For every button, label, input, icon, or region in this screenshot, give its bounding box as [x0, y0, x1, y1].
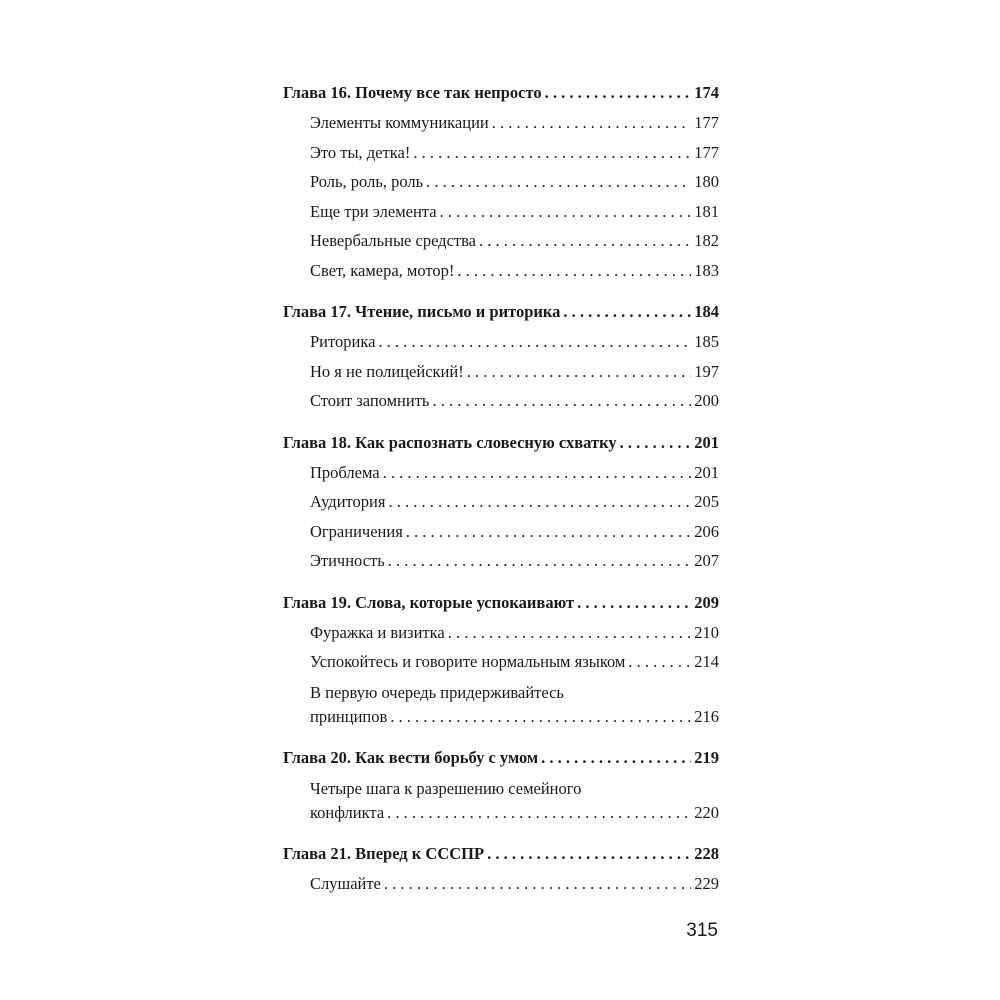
- entry-title: Ограничения: [310, 521, 403, 541]
- entry-page: 220: [694, 802, 719, 822]
- entry-title: принципов: [310, 706, 388, 726]
- toc-entry-row[interactable]: [283, 618, 719, 648]
- entry-page: 180: [694, 172, 719, 191]
- toc-chapter: [283, 78, 719, 285]
- chapter-page: 201: [694, 432, 719, 452]
- entry-title: Элементы коммуникации: [310, 113, 489, 132]
- toc-entry-row[interactable]: [283, 546, 719, 576]
- entry-page: 182: [694, 231, 719, 250]
- toc-entry-row[interactable]: [283, 487, 719, 517]
- chapter-title: Глава 18. Как распознать словесную схватку: [283, 432, 617, 452]
- toc-entry-row[interactable]: [283, 256, 719, 286]
- dot-leader: [620, 428, 692, 458]
- toc-entry-row[interactable]: [283, 704, 719, 731]
- entry-title: Аудитория: [310, 492, 386, 511]
- chapter-title: Глава 16. Почему все так непросто: [283, 83, 542, 102]
- entry-page: 177: [694, 142, 719, 162]
- toc-entry-row[interactable]: [283, 869, 719, 899]
- entry-page: 205: [694, 492, 719, 511]
- entry-title: Слушайте: [310, 873, 381, 893]
- toc-chapter-row[interactable]: [283, 428, 719, 458]
- entry-page: 201: [694, 462, 719, 482]
- entry-page: 207: [694, 551, 719, 570]
- toc-entry-title-line1: Четыре шага к разрешению семейного: [310, 778, 582, 798]
- toc-chapter-row[interactable]: [283, 839, 719, 869]
- entry-title: Но я не полицейский!: [310, 361, 464, 381]
- chapter-page: 184: [694, 302, 719, 321]
- entry-title: Проблема: [310, 462, 380, 482]
- entry-title: Свет, камера, мотор!: [310, 260, 455, 280]
- chapter-title: Глава 17. Чтение, письмо и риторика: [283, 302, 561, 321]
- toc-entry-row[interactable]: [283, 517, 719, 547]
- dot-leader: [387, 800, 691, 825]
- entry-title: Еще три элемента: [310, 201, 437, 221]
- dot-leader: [541, 743, 691, 773]
- chapter-page: 174: [694, 83, 719, 102]
- toc-entry-row[interactable]: [283, 108, 719, 138]
- toc-entry-row[interactable]: [283, 357, 719, 387]
- entry-title: Роль, роль, роль: [310, 172, 424, 191]
- toc-chapter: [283, 839, 719, 899]
- chapter-title: Глава 21. Вперед к СССПР: [283, 843, 485, 863]
- dot-leader: [628, 647, 691, 677]
- entry-title: Невербальные средства: [310, 231, 476, 250]
- entry-page: 210: [694, 622, 719, 642]
- entry-page: 200: [694, 391, 719, 410]
- dot-leader: [563, 297, 691, 327]
- toc-entry-row[interactable]: [283, 197, 719, 227]
- toc-entry-row[interactable]: [283, 226, 719, 256]
- entry-page: 206: [694, 521, 719, 541]
- dot-leader: [426, 167, 691, 197]
- table-of-contents: [283, 78, 719, 910]
- toc-entry-row[interactable]: [283, 327, 719, 357]
- dot-leader: [577, 588, 691, 618]
- dot-leader: [388, 546, 691, 576]
- entry-page: 214: [694, 652, 719, 671]
- toc-chapter: [283, 588, 719, 731]
- toc-entry-row[interactable]: [283, 800, 719, 827]
- entry-title: Успокойтесь и говорите нормальным языком: [310, 652, 626, 671]
- chapter-title: Глава 19. Слова, которые успокаивают: [283, 592, 575, 612]
- toc-entry-row[interactable]: [283, 647, 719, 677]
- toc-entry-title-line1: В первую очередь придерживайтесь: [310, 682, 564, 702]
- dot-leader: [406, 517, 691, 547]
- dot-leader: [545, 78, 692, 108]
- entry-title: Фуражка и визитка: [310, 622, 445, 642]
- chapter-page: 228: [694, 843, 719, 863]
- dot-leader: [383, 458, 692, 488]
- entry-title: Риторика: [310, 332, 376, 351]
- entry-page: 229: [694, 873, 719, 893]
- toc-chapter: [283, 743, 719, 827]
- chapter-page: 219: [694, 747, 719, 767]
- dot-leader: [432, 386, 691, 416]
- toc-entry-row[interactable]: [283, 386, 719, 416]
- chapter-page: 209: [694, 592, 719, 612]
- dot-leader: [413, 138, 691, 168]
- entry-title: конфликта: [310, 802, 385, 822]
- entry-page: 181: [694, 201, 719, 221]
- toc-chapter-row[interactable]: [283, 743, 719, 773]
- entry-title: Это ты, детка!: [310, 142, 411, 162]
- entry-page: 197: [694, 361, 719, 381]
- dot-leader: [440, 197, 692, 227]
- chapter-title: Глава 20. Как вести борьбу с умом: [283, 747, 539, 767]
- toc-chapter-row[interactable]: [283, 297, 719, 327]
- entry-page: 177: [694, 113, 719, 132]
- dot-leader: [492, 108, 692, 138]
- dot-leader: [384, 869, 691, 899]
- toc-entry-row[interactable]: [283, 167, 719, 197]
- dot-leader: [388, 487, 691, 517]
- entry-title: Этичность: [310, 551, 385, 570]
- toc-chapter: [283, 428, 719, 576]
- entry-page: 216: [694, 706, 719, 726]
- dot-leader: [390, 704, 691, 729]
- dot-leader: [448, 618, 692, 648]
- toc-chapter-row[interactable]: [283, 78, 719, 108]
- entry-page: 185: [694, 332, 719, 351]
- toc-chapter-row[interactable]: [283, 588, 719, 618]
- page-number: 315: [686, 920, 718, 941]
- toc-chapter: [283, 297, 719, 416]
- dot-leader: [479, 226, 691, 256]
- dot-leader: [487, 839, 691, 869]
- dot-leader: [378, 327, 691, 357]
- toc-entry-row[interactable]: [283, 458, 719, 488]
- entry-title: Стоит запомнить: [310, 391, 430, 410]
- toc-entry-row[interactable]: [283, 138, 719, 168]
- dot-leader: [457, 256, 691, 286]
- entry-page: 183: [694, 260, 719, 280]
- dot-leader: [467, 357, 692, 387]
